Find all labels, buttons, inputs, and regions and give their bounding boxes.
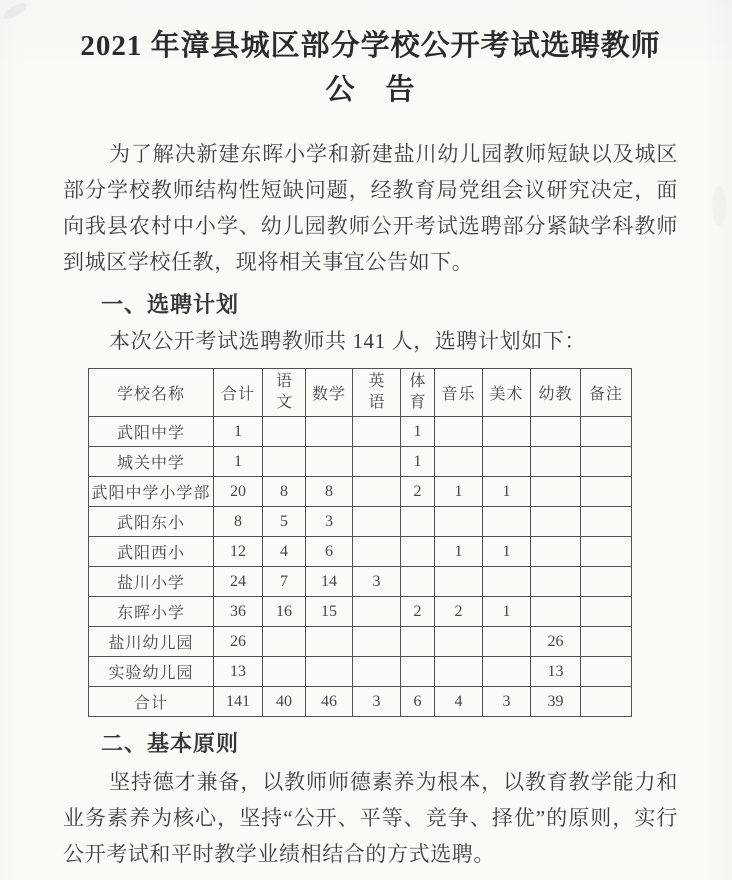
value-cell: 1 (214, 417, 263, 447)
value-cell (581, 597, 632, 627)
value-cell (531, 537, 581, 567)
value-cell (401, 627, 435, 657)
table-row (89, 507, 632, 537)
value-cell (483, 507, 531, 537)
value-cell (531, 447, 581, 477)
value-cell: 6 (306, 537, 353, 567)
value-cell: 7 (263, 567, 306, 597)
value-cell (531, 417, 581, 447)
col-header-label: 体育 (409, 372, 426, 411)
value-cell: 1 (483, 597, 531, 627)
value-cell (353, 537, 401, 567)
value-cell: 6 (401, 687, 435, 717)
section2-paragraph: 坚持德才兼备，以教师师德素养为根本，以教育教学能力和业务素养为核心，坚持“公开、平等、竞争、择优”的原则，实行公开考试和平时教学业绩相结合的方式选聘。 (63, 770, 678, 866)
table-row (89, 657, 632, 687)
col-header-chinese (263, 369, 306, 417)
value-cell: 1 (401, 447, 435, 477)
value-cell: 3 (306, 507, 353, 537)
value-cell (353, 507, 401, 537)
value-cell (483, 447, 531, 477)
value-cell (531, 477, 581, 507)
school-name-cell: 武阳东小 (89, 507, 214, 537)
value-cell: 3 (353, 687, 401, 717)
table-row (89, 597, 632, 627)
value-cell (401, 507, 435, 537)
total-label-cell: 合计 (89, 687, 214, 717)
table-total-row (89, 687, 632, 717)
value-cell (483, 627, 531, 657)
value-cell (435, 627, 483, 657)
school-name-cell: 东晖小学 (89, 597, 214, 627)
value-cell: 1 (483, 537, 531, 567)
value-cell: 2 (401, 477, 435, 507)
value-cell: 39 (531, 687, 581, 717)
value-cell: 13 (214, 657, 263, 687)
value-cell (483, 417, 531, 447)
value-cell (581, 477, 632, 507)
col-header-label: 英语 (368, 372, 385, 411)
value-cell: 3 (353, 567, 401, 597)
value-cell: 8 (306, 477, 353, 507)
value-cell (581, 537, 632, 567)
document-title-line1: 2021 年漳县城区部分学校公开考试选聘教师 (80, 30, 661, 62)
school-name-cell: 实验幼儿园 (89, 657, 214, 687)
value-cell: 15 (306, 597, 353, 627)
value-cell (263, 447, 306, 477)
school-name-cell: 城关中学 (89, 447, 214, 477)
value-cell (581, 567, 632, 597)
school-name-cell: 武阳西小 (89, 537, 214, 567)
col-header-label: 美术 (489, 386, 524, 403)
value-cell (401, 657, 435, 687)
value-cell (435, 567, 483, 597)
value-cell: 8 (263, 477, 306, 507)
col-header-math (306, 369, 353, 417)
col-header-english (353, 369, 401, 417)
value-cell: 3 (483, 687, 531, 717)
value-cell: 5 (263, 507, 306, 537)
value-cell: 2 (435, 597, 483, 627)
col-header-label: 学校名称 (116, 386, 185, 403)
col-header-school (89, 369, 214, 417)
value-cell: 8 (214, 507, 263, 537)
value-cell: 20 (214, 477, 263, 507)
school-name-cell: 盐川幼儿园 (89, 627, 214, 657)
value-cell (306, 417, 353, 447)
recruitment-plan-table (88, 368, 632, 717)
table-row (89, 477, 632, 507)
value-cell (581, 507, 632, 537)
value-cell (581, 447, 632, 477)
school-name-cell: 武阳中学小学部 (89, 477, 214, 507)
value-cell (306, 447, 353, 477)
col-header-pe (401, 369, 435, 417)
value-cell (435, 657, 483, 687)
school-name-cell: 盐川小学 (89, 567, 214, 597)
value-cell (531, 507, 581, 537)
value-cell: 26 (214, 627, 263, 657)
table-row (89, 417, 632, 447)
value-cell (353, 597, 401, 627)
value-cell: 141 (214, 687, 263, 717)
value-cell (306, 627, 353, 657)
value-cell (263, 417, 306, 447)
value-cell (353, 627, 401, 657)
col-header-label: 合计 (220, 386, 255, 403)
value-cell (531, 597, 581, 627)
document-title-line2: 公 告 (325, 74, 416, 106)
table-header-row (89, 369, 632, 417)
value-cell (306, 657, 353, 687)
value-cell (581, 627, 632, 657)
col-header-label: 数学 (311, 386, 346, 403)
value-cell (581, 687, 632, 717)
value-cell: 36 (214, 597, 263, 627)
value-cell: 1 (401, 417, 435, 447)
scan-smudge (1, 0, 29, 22)
value-cell (401, 537, 435, 567)
value-cell (531, 567, 581, 597)
table-row (89, 627, 632, 657)
value-cell (483, 567, 531, 597)
value-cell (435, 507, 483, 537)
col-header-art (483, 369, 531, 417)
col-header-label: 音乐 (441, 386, 476, 403)
value-cell (353, 417, 401, 447)
value-cell: 14 (306, 567, 353, 597)
col-header-label: 备注 (588, 386, 623, 403)
value-cell: 1 (435, 537, 483, 567)
value-cell (353, 447, 401, 477)
value-cell (435, 417, 483, 447)
school-name-cell: 武阳中学 (89, 417, 214, 447)
value-cell (353, 657, 401, 687)
value-cell: 24 (214, 567, 263, 597)
value-cell: 16 (263, 597, 306, 627)
section1-lead: 本次公开考试选聘教师共 141 人，选聘计划如下： (109, 329, 586, 353)
value-cell (581, 657, 632, 687)
value-cell: 46 (306, 687, 353, 717)
table-row (89, 567, 632, 597)
value-cell (435, 447, 483, 477)
value-cell: 12 (214, 537, 263, 567)
col-header-label: 幼教 (538, 386, 573, 403)
col-header-label: 语文 (275, 372, 292, 411)
value-cell (263, 627, 306, 657)
value-cell: 26 (531, 627, 581, 657)
intro-paragraph: 为了解决新建东晖小学和新建盐川幼儿园教师短缺以及城区部分学校教师结构性短缺问题，经教育局党组会议研究决定，面向我县农村中小学、幼儿园教师公开考试选聘部分紧缺学科教师到城区学校任教，现将相关事宜公告如下。 (63, 142, 678, 274)
value-cell: 13 (531, 657, 581, 687)
section2-heading: 二、基本原则 (101, 731, 240, 756)
value-cell: 1 (435, 477, 483, 507)
col-header-remarks (581, 369, 632, 417)
table-row (89, 447, 632, 477)
col-header-music (435, 369, 483, 417)
value-cell (581, 417, 632, 447)
table-row (89, 537, 632, 567)
col-header-total (214, 369, 263, 417)
value-cell: 2 (401, 597, 435, 627)
value-cell: 1 (214, 447, 263, 477)
value-cell: 4 (263, 537, 306, 567)
scan-smudge (712, 186, 726, 226)
document-title (63, 24, 678, 112)
section1-heading: 一、选聘计划 (101, 292, 240, 317)
col-header-preschool (531, 369, 581, 417)
value-cell: 40 (263, 687, 306, 717)
value-cell: 4 (435, 687, 483, 717)
value-cell (401, 567, 435, 597)
value-cell (353, 477, 401, 507)
value-cell (483, 657, 531, 687)
value-cell: 1 (483, 477, 531, 507)
value-cell (263, 657, 306, 687)
